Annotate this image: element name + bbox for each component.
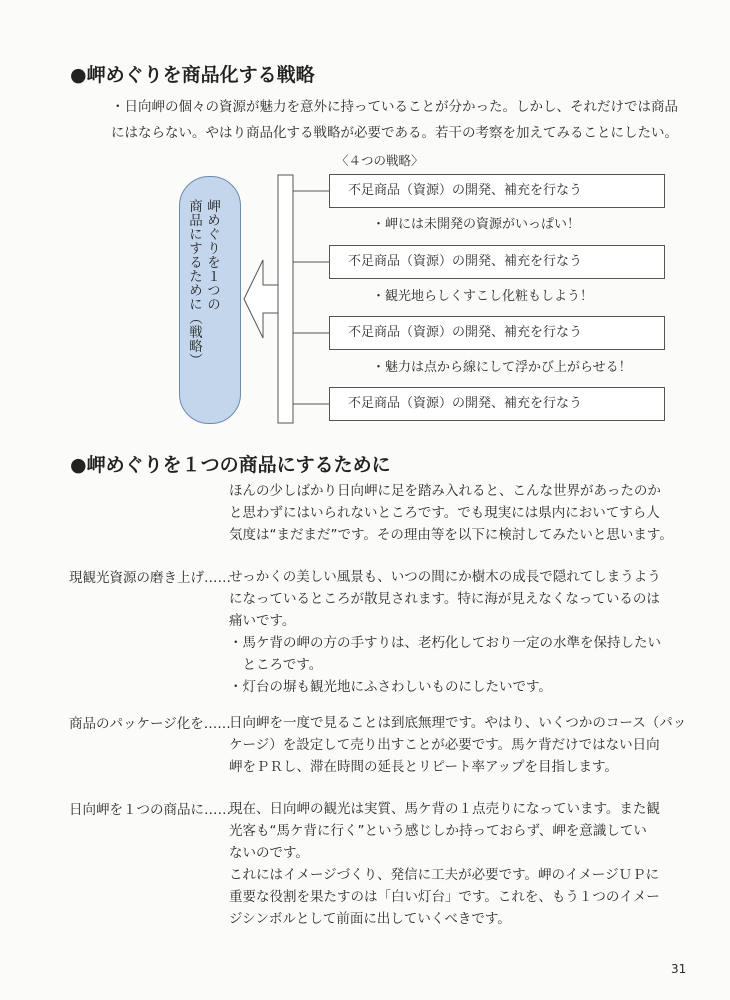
section2-intro-line: と思わずにはいられないところです。でも現実には県内においてすら人: [229, 505, 660, 521]
section1-intro-line: にはならない。やはり商品化する戦略が必要である。若干の考察を加えてみることにしたい。: [111, 125, 678, 141]
item-line: ジシンボルとして前面に出していくべきです。: [229, 911, 511, 927]
section2-intro-line: 気度は“まだまだ”です。その理由等を以下に検討してみたいと思います。: [229, 527, 673, 543]
item-label-1: 現観光資源の磨き上げ……: [69, 570, 231, 586]
vertical-bar: [278, 175, 293, 423]
item-line: ないのです。: [229, 845, 309, 861]
item-body-3: [229, 798, 660, 930]
item-body-2: [229, 712, 686, 778]
item-label-3: 日向岬を１つの商品に……: [69, 802, 231, 818]
item-line: これにはイメージづくり、発信に工夫が必要です。岬のイメージＵＰに: [229, 867, 660, 883]
section2-intro-line: ほんの少しばかり日向岬に足を踏み入れると、こんな世界があったのか: [229, 483, 661, 499]
item-label-2: 商品のパッケージ化を……: [69, 716, 231, 732]
section1-intro-line: ・日向岬の個々の資源が魅力を意外に持っていることが分かった。しかし、それだけでは商品: [111, 99, 678, 115]
strategy-box-1: 不足商品（資源）の開発、補充を行なう: [329, 174, 665, 208]
item-line: になっているところが散見されます。特に海が見えなくなっているのは: [229, 591, 660, 607]
item-line: 痛いです。: [229, 613, 296, 629]
capsule-text-line1: 岬めぐりを１つの: [204, 199, 220, 311]
section1-title: ●岬めぐりを商品化する戦略: [70, 64, 315, 86]
diagram-title: 〈４つの戦略〉: [336, 153, 424, 168]
item-line: ケージ）を設定して売り出すことが必要です。馬ケ背だけではない日向: [229, 737, 660, 753]
strategy-note-2: ・観光地らしくすこし化粧もしよう！: [372, 289, 594, 304]
section2-intro: [229, 480, 673, 546]
item-line: せっかくの美しい風景も、いつの間にか樹木の成長で隠れてしまうよう: [229, 569, 661, 585]
strategy-box-4: 不足商品（資源）の開発、補充を行なう: [329, 387, 665, 421]
strategy-box-2: 不足商品（資源）の開発、補充を行なう: [329, 245, 665, 279]
strategy-note-1: ・岬には未開発の資源がいっぱい！: [372, 217, 581, 232]
item-body-1: [229, 566, 661, 698]
item-line: 岬をＰＲし、滞在時間の延長とリピート率アップを目指します。: [229, 759, 618, 775]
strategy-note-3: ・魅力は点から線にして浮かび上がらせる！: [372, 360, 632, 375]
left-arrow: [244, 260, 278, 338]
strategy-box-3: 不足商品（資源）の開発、補充を行なう: [329, 316, 665, 350]
item-line: ・馬ケ背の岬の方の手すりは、老朽化しており一定の水準を保持したい: [229, 635, 661, 651]
section2-title: ●岬めぐりを１つの商品にするために: [70, 454, 391, 476]
item-line: ・灯台の塀も観光地にふさわしいものにしたいです。: [229, 679, 552, 695]
capsule-text-line2: 商品にするために（戦略）: [186, 199, 202, 367]
item-line: 現在、日向岬の観光は実質、馬ケ背の１点売りになっています。また観: [229, 801, 660, 817]
item-line: 光客も“馬ケ背に行く”という感じしか持っておらず、岬を意識してい: [229, 823, 647, 839]
item-line: ところです。: [229, 657, 323, 673]
item-line: 重要な役割を果たすのは「白い灯台」です。これを、もう１つのイメー: [229, 889, 660, 905]
item-line: 日向岬を一度で見ることは到底無理です。やはり、いくつかのコース（パッ: [229, 715, 687, 731]
page-number: 31: [671, 962, 687, 976]
